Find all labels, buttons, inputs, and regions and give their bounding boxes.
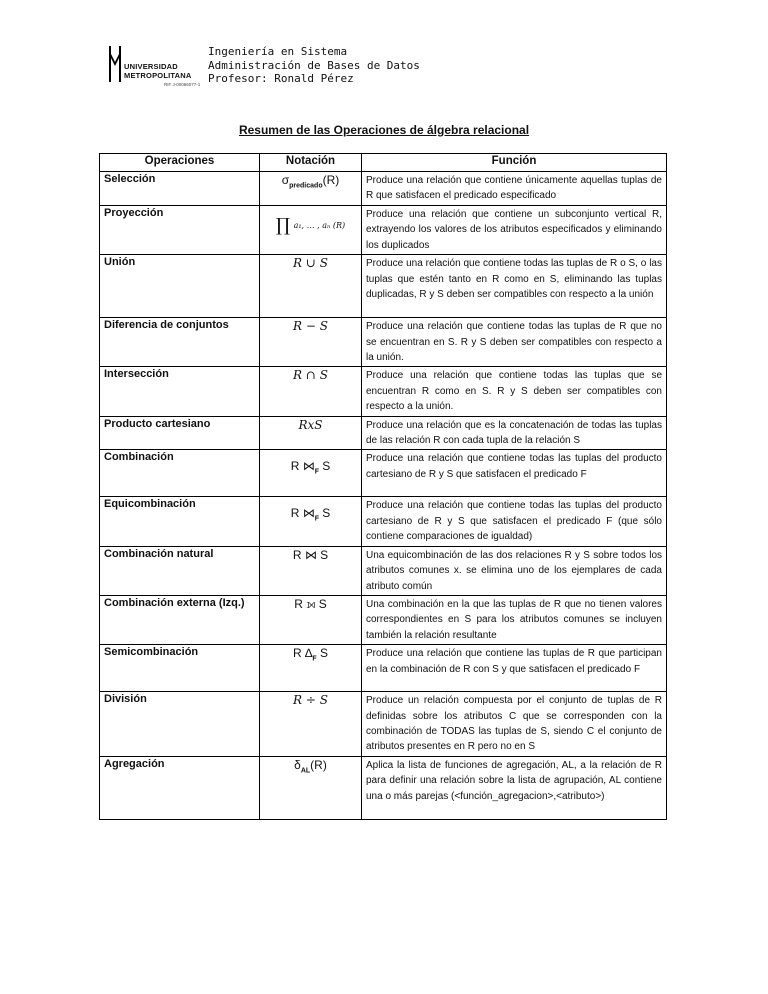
operation-name: Combinación — [100, 450, 260, 497]
operation-name: Combinación natural — [100, 546, 260, 595]
header-notacion: Notación — [260, 154, 362, 172]
header-line-course: Administración de Bases de Datos — [208, 58, 420, 72]
table-row — [100, 255, 667, 318]
operation-function: Produce una relación que contiene todas las tuplas del producto cartesiano de R y S que satisfacen el predicado F (que sólo contiene comparaciones de igualdad) — [362, 497, 667, 546]
table-row — [100, 546, 667, 595]
operation-function: Produce una relación que contiene todas las tuplas de R o S, o las tuplas que estén tanto en R como en S, eliminando las tuplas duplicadas, R y S deben ser compatibles con respecto a la unión — [362, 255, 667, 318]
table-row — [100, 756, 667, 819]
document-header — [108, 44, 528, 90]
operation-name: Combinación externa (Izq.) — [100, 595, 260, 644]
operation-name: Equicombinación — [100, 497, 260, 546]
operation-notation: R ∩ S — [260, 367, 362, 416]
operation-function: Produce un relación compuesta por el conjunto de tuplas de R definidas sobre los atributos C que se corresponden con la combinación de TODAS las tuplas de S, siendo C el conjunto de atributos presentes en R pero no en S — [362, 692, 667, 757]
university-emblem-icon — [108, 46, 122, 84]
table-row — [100, 206, 667, 255]
operation-name: Unión — [100, 255, 260, 318]
header-line-professor: Profesor: Ronald Pérez — [208, 72, 354, 85]
operation-name: Producto cartesiano — [100, 416, 260, 450]
operation-notation: R $⋈_F$ S — [260, 450, 362, 497]
operation-notation: R ⟕ S — [260, 595, 362, 644]
logo-line-1: UNIVERSIDAD — [124, 62, 178, 71]
operation-notation: R $\Delta_F$ S — [260, 645, 362, 692]
operation-name: Proyección — [100, 206, 260, 255]
operation-name: Semicombinación — [100, 645, 260, 692]
operation-notation: R ⋈ S — [260, 546, 362, 595]
table-row — [100, 497, 667, 546]
operation-notation: $\sigma_{predicado}(R)$ — [260, 172, 362, 206]
operation-name: Intersección — [100, 367, 260, 416]
header-funcion: Función — [362, 154, 667, 172]
university-logo — [108, 44, 206, 90]
table-row — [100, 172, 667, 206]
table-row — [100, 645, 667, 692]
table-row — [100, 318, 667, 367]
table-row — [100, 416, 667, 450]
operation-name: Diferencia de conjuntos — [100, 318, 260, 367]
table-header-row — [100, 154, 667, 172]
table-row — [100, 595, 667, 644]
table-row — [100, 450, 667, 497]
table-row — [100, 367, 667, 416]
logo-rif: RIF J-00066077-1 — [164, 82, 201, 87]
operations-table — [99, 153, 667, 820]
operation-notation: RxS — [260, 416, 362, 450]
operation-notation: $\delta_{AL}(R)$ — [260, 756, 362, 819]
page-title: Resumen de las Operaciones de álgebra relacional — [238, 123, 530, 137]
operation-name: Agregación — [100, 756, 260, 819]
operation-notation: R $⋈_F$ S — [260, 497, 362, 546]
operation-function: Produce una relación que contiene un subconjunto vertical R, extrayendo los valores de los atributos especificados y eliminando los duplicados — [362, 206, 667, 255]
operation-function: Produce una relación que es la concatenación de todas las tuplas de las relación R con cada tupla de la relación S — [362, 416, 667, 450]
header-operaciones: Operaciones — [100, 154, 260, 172]
logo-line-2: METROPOLITANA — [124, 71, 192, 80]
operation-name: División — [100, 692, 260, 757]
operation-function: Aplica la lista de funciones de agregación, AL, a la relación de R para definir una relación sobre la lista de agrupación, AL contiene una o más parejas (<función_agregacion>,<atributo>) — [362, 756, 667, 819]
header-line-program: Ingeniería en Sistema — [208, 45, 348, 58]
operation-function: Produce una relación que contiene únicamente aquellas tuplas de R que satisfacen el predicado especificado — [362, 172, 667, 206]
operation-notation: R ∪ S — [260, 255, 362, 318]
table-row — [100, 692, 667, 757]
operation-function: Produce una relación que contiene todas las tuplas que se encuentran R como en S. R y S deben ser compatibles con respecto a la unión. — [362, 367, 667, 416]
operation-name: Selección — [100, 172, 260, 206]
operation-function: Produce una relación que contiene todas las tuplas del producto cartesiano de R y S que satisfacen el predicado F — [362, 450, 667, 497]
operation-notation: R − S — [260, 318, 362, 367]
operation-function: Una combinación en la que las tuplas de R que no tienen valores correspondientes en S para los atributos comunes se incluyen también la relación resultante — [362, 595, 667, 644]
operation-function: Produce una relación que contiene todas las tuplas de R que no se encuentran en S. R y S deben ser compatibles con respecto a la unión. — [362, 318, 667, 367]
operation-function: Produce una relación que contiene las tuplas de R que participan en la combinación de R con S y que satisfacen el predicado F — [362, 645, 667, 692]
operation-notation: R ÷ S — [260, 692, 362, 757]
operation-notation: ∏ a₁, … , aₙ (R) — [260, 206, 362, 255]
operation-function: Una equicombinación de las dos relaciones R y S sobre todos los atributos comunes x. se elimina uno de los ejemplares de cada atributo común — [362, 546, 667, 595]
